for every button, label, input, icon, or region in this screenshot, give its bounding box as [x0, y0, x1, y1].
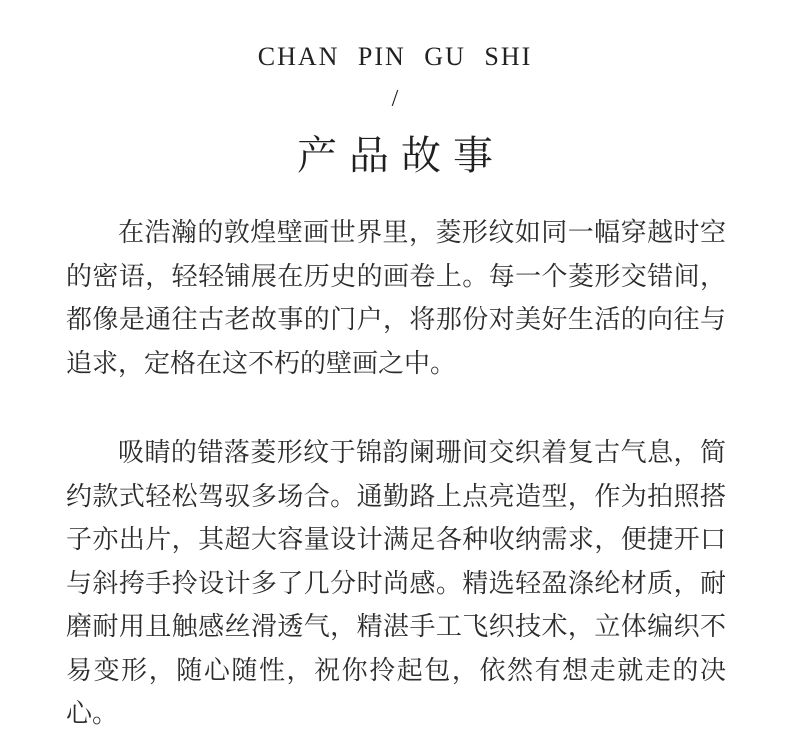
story-paragraph-2: 吸睛的错落菱形纹于锦韵阑珊间交织着复古气息，简约款式轻松驾驭多场合。通勤路上点亮造型，作为拍照搭子亦出片，其超大容量设计满足各种收纳需求，便捷开口与斜挎手拎设计多了几分时尚感。精选轻盈涤纶材质，耐磨耐用且触感丝滑透气，精湛手工飞织技术，立体编织不易变形，随心随性，祝你拎起包，依然有想走就走的决心。	[66, 438, 726, 729]
story-paragraph-2-block	[66, 432, 726, 737]
slash-divider: /	[391, 86, 399, 112]
pinyin-subtitle: CHAN PIN GU SHI	[257, 42, 533, 71]
page-title: 产品故事	[297, 133, 505, 179]
story-paragraph-1: 在浩瀚的敦煌壁画世界里，菱形纹如同一幅穿越时空的密语，轻轻铺展在历史的画卷上。每一个菱形交错间，都像是通往古老故事的门户，将那份对美好生活的向往与追求，定格在这不朽的壁画之中。	[66, 218, 726, 379]
story-paragraph-1-block	[66, 212, 726, 386]
